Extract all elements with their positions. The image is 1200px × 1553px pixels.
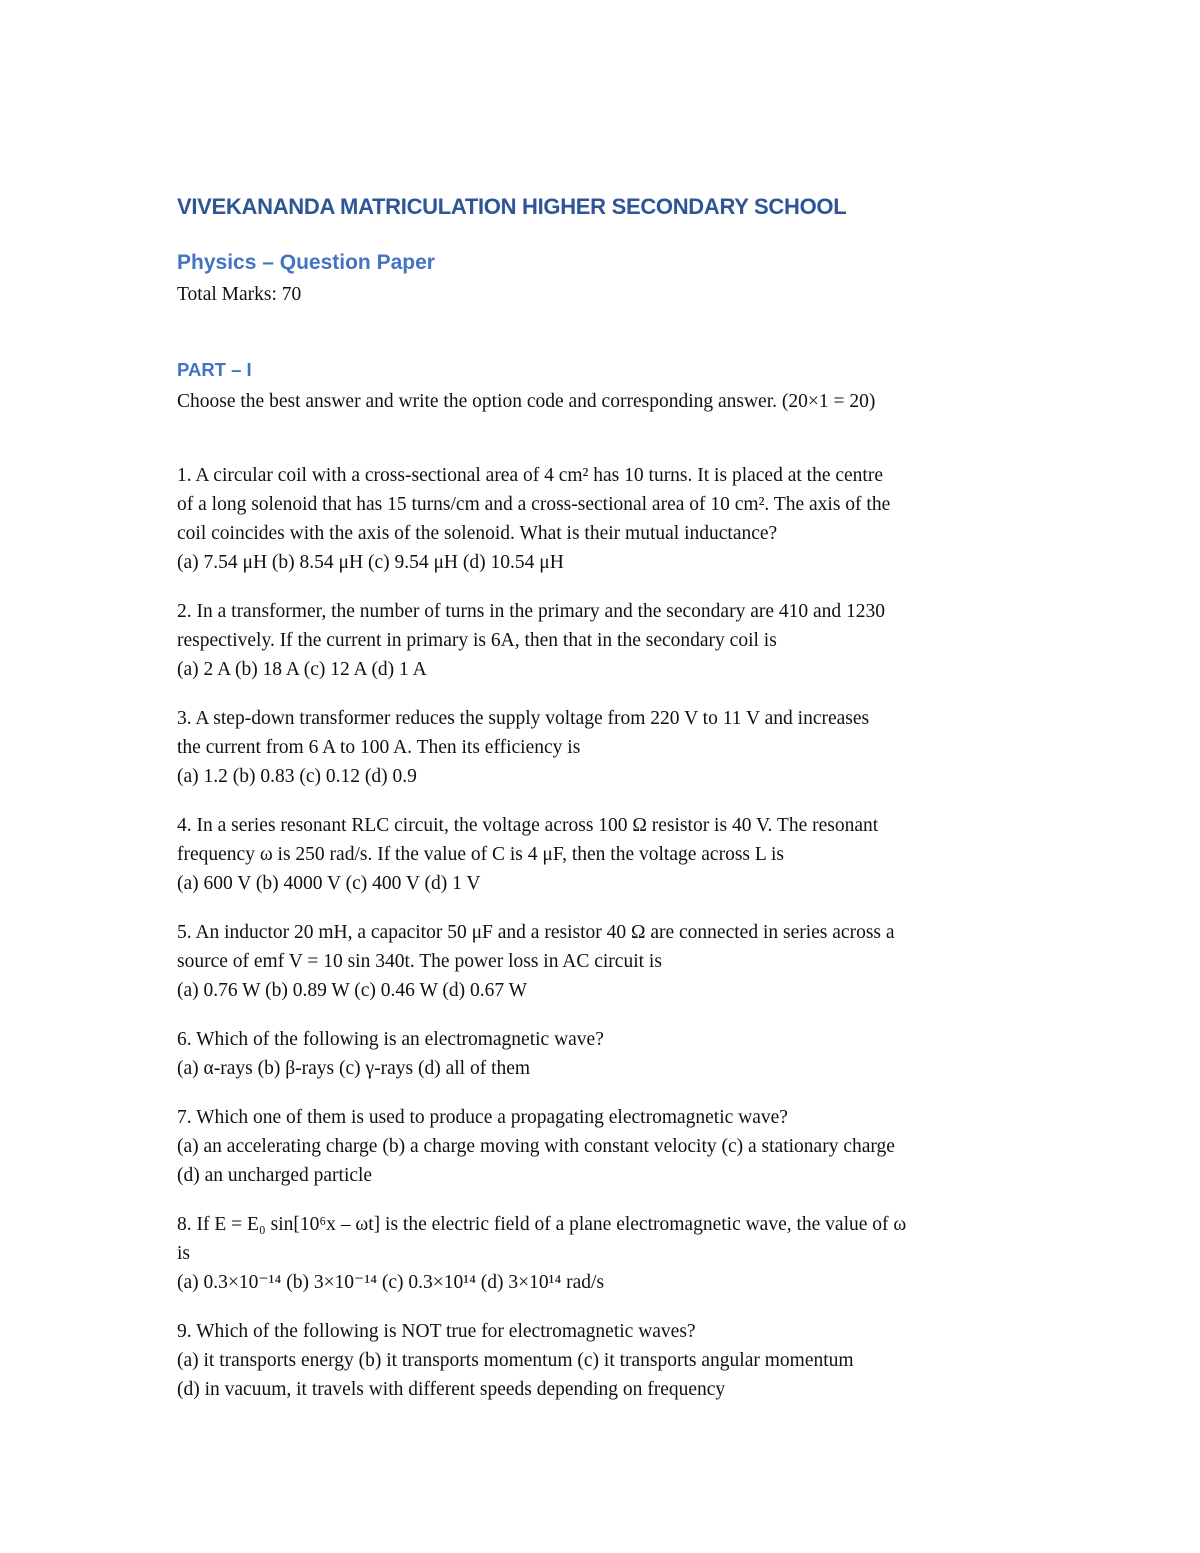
question-text: 3. A step-down transformer reduces the supply voltage from 220 V to 11 V and increases the current from 6 A to 100 A. Then its efficiency is xyxy=(177,708,870,758)
page-content xyxy=(177,192,1037,1424)
part-instruction: Choose the best answer and write the option code and corresponding answer. (20×1 = 20) xyxy=(177,391,876,412)
question-options: (a) 1.2 (b) 0.83 (c) 0.12 (d) 0.9 xyxy=(177,766,417,787)
question-text: 1. A circular coil with a cross-sectional area of 4 cm² has 10 turns. It is placed at the centre of a long solenoid that has 15 turns/cm and a cross-sectional area of 10 cm². The axis of the coil coincides with the axis of the solenoid. What is their mutual inductance? xyxy=(177,465,891,544)
question-text: 5. An inductor 20 mH, a capacitor 50 μF and a resistor 40 Ω are connected in series across a source of emf V = 10 sin 340t. The power loss in AC circuit is xyxy=(177,922,895,972)
question-options: (a) an accelerating charge (b) a charge moving with constant velocity (c) a stationary charge (d) an uncharged particle xyxy=(177,1136,895,1186)
question-9 xyxy=(177,1317,1037,1404)
question-text: 4. In a series resonant RLC circuit, the voltage across 100 Ω resistor is 40 V. The resonant frequency ω is 250 rad/s. If the value of C is 4 μF, then the voltage across L is xyxy=(177,815,879,865)
question-5 xyxy=(177,918,1037,1005)
question-text: 6. Which of the following is an electromagnetic wave? xyxy=(177,1029,604,1050)
question-7 xyxy=(177,1103,1037,1190)
question-1 xyxy=(177,461,1037,577)
question-options: (a) α-rays (b) β-rays (c) γ-rays (d) all of them xyxy=(177,1058,531,1079)
question-4 xyxy=(177,811,1037,898)
question-6 xyxy=(177,1025,1037,1083)
question-options: (a) 600 V (b) 4000 V (c) 400 V (d) 1 V xyxy=(177,873,481,894)
question-options: (a) 7.54 μH (b) 8.54 μH (c) 9.54 μH (d) 10.54 μH xyxy=(177,552,564,573)
question-options: (a) 0.76 W (b) 0.89 W (c) 0.46 W (d) 0.67 W xyxy=(177,980,528,1001)
total-marks: Total Marks: 70 xyxy=(177,284,302,305)
school-name: VIVEKANANDA MATRICULATION HIGHER SECONDARY SCHOOL xyxy=(177,194,847,219)
question-text: 7. Which one of them is used to produce a propagating electromagnetic wave? xyxy=(177,1107,788,1128)
question-list xyxy=(177,461,1037,1404)
question-text: 9. Which of the following is NOT true for electromagnetic waves? xyxy=(177,1321,696,1342)
part-heading: PART – I xyxy=(177,359,252,380)
question-text: 2. In a transformer, the number of turns in the primary and the secondary are 410 and 1230 respectively. If the current in primary is 6A, then that in the secondary coil is xyxy=(177,601,886,651)
question-8 xyxy=(177,1210,1037,1297)
question-text: 8. If E = E₀ sin[10⁶x – ωt] is the electric field of a plane electromagnetic wave, the value of ω is xyxy=(177,1214,907,1264)
question-options: (a) 2 A (b) 18 A (c) 12 A (d) 1 A xyxy=(177,659,427,680)
question-2 xyxy=(177,597,1037,684)
question-options: (a) it transports energy (b) it transports momentum (c) it transports angular momentum (d) in vacuum, it travels with different speeds depending on frequency xyxy=(177,1350,854,1400)
question-3 xyxy=(177,704,1037,791)
paper-title: Physics – Question Paper xyxy=(177,251,435,274)
question-options: (a) 0.3×10⁻¹⁴ (b) 3×10⁻¹⁴ (c) 0.3×10¹⁴ (d) 3×10¹⁴ rad/s xyxy=(177,1272,605,1293)
